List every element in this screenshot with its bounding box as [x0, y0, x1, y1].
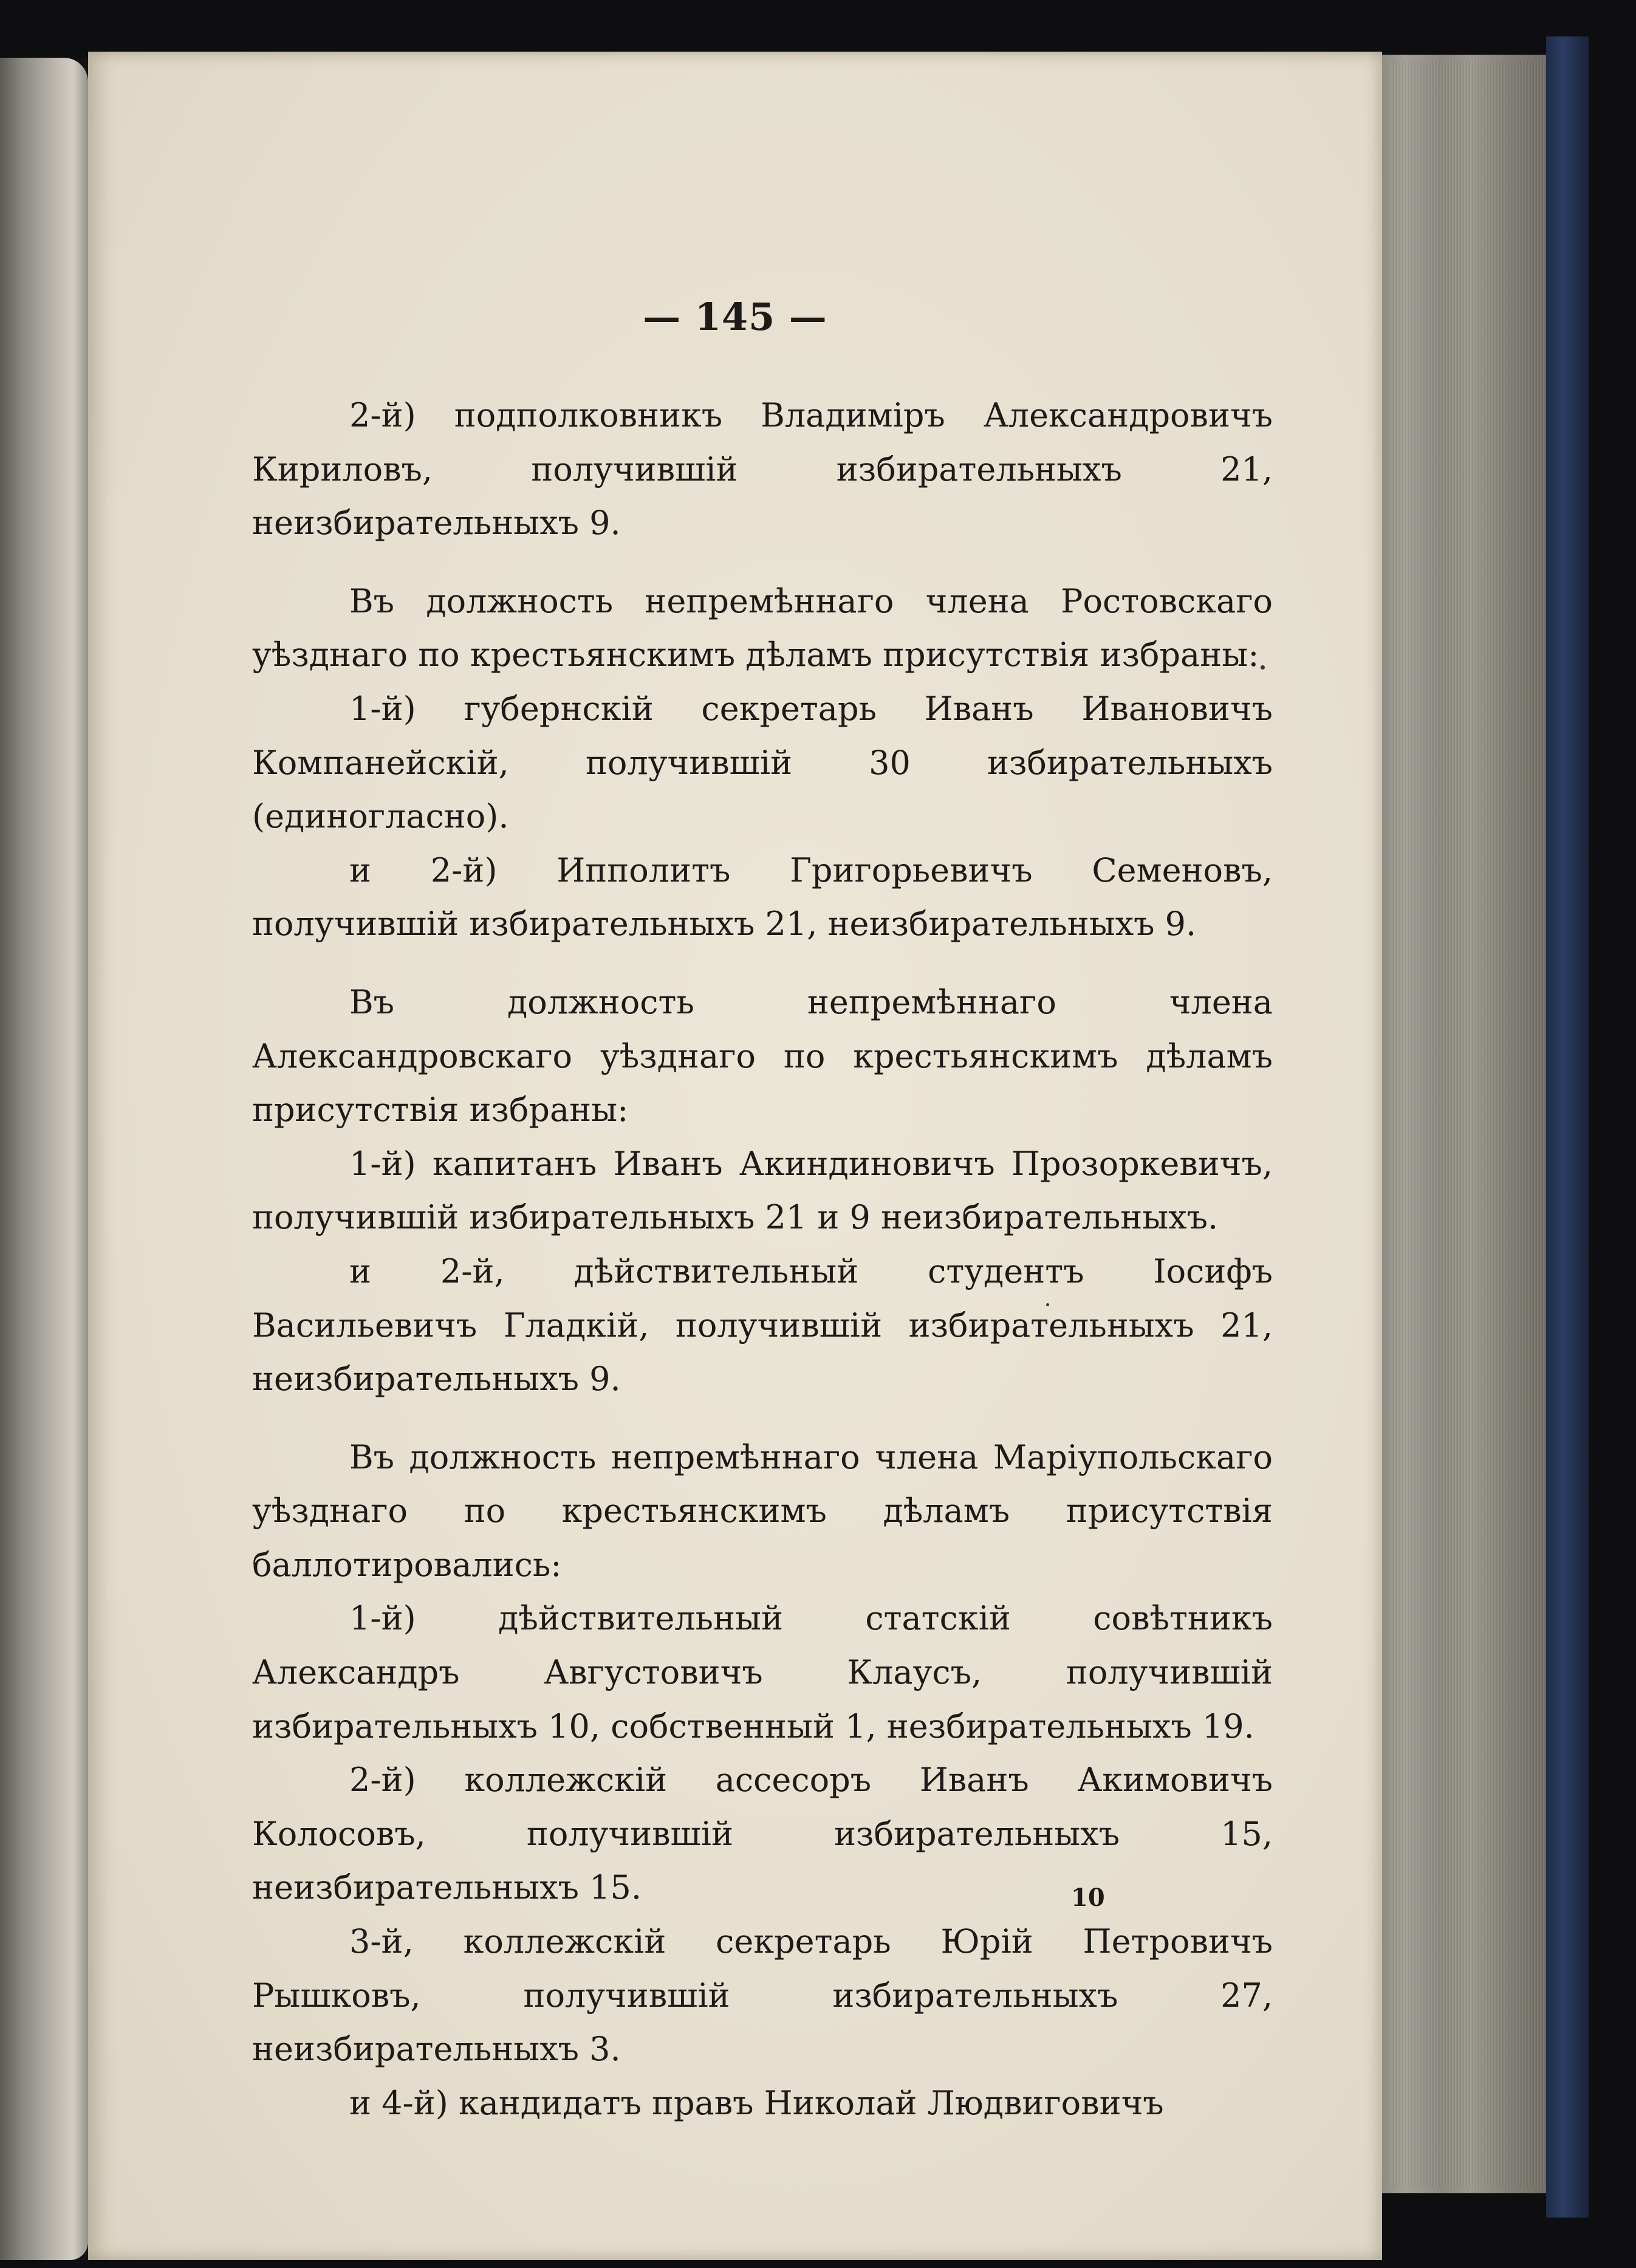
paragraph: 1-й) капитанъ Иванъ Акиндиновичъ Прозоркевичъ, получившій избирательныхъ 21 и 9 неизбирательныхъ. [252, 1144, 1273, 1237]
book-page [88, 52, 1382, 2260]
paragraph: 2-й) коллежскій ассесоръ Иванъ Акимовичъ Колосовъ, получившій избирательныхъ 15, неизбирательныхъ 15. [252, 1761, 1273, 1907]
paper-speck [1261, 665, 1265, 670]
printer-signature-mark: 10 [1071, 1883, 1105, 1912]
page-edge-lines [1391, 61, 1549, 2187]
page-number: — 145 — [643, 295, 827, 339]
paragraph: 1-й) губернскій секретарь Иванъ Ивановичъ Компанейскій, получившій 30 избирательныхъ (единогласно). [252, 689, 1273, 836]
paragraph: 2-й) подполковникъ Владиміръ Александровичъ Кириловъ, получившій избирательныхъ 21, неизбирательныхъ 9. [252, 396, 1273, 543]
paragraph: и 2-й) Ипполитъ Григорьевичъ Семеновъ, получившій избирательныхъ 21, неизбирательныхъ 9. [252, 851, 1273, 944]
paragraph: и 4-й) кандидатъ правъ Николай Людвиговичъ [349, 2083, 1164, 2122]
paragraph: 3-й, коллежскій секретарь Юрій Петровичъ Рышковъ, получившій избирательныхъ 27, неизбирательныхъ 3. [252, 1922, 1273, 2069]
paragraph: и 2-й, дѣйствительный студентъ Іосифъ Васильевичъ Гладкій, получившій избирательныхъ 21, неизбирательныхъ 9. [252, 1252, 1273, 1399]
paragraph: Въ должность непремѣннаго члена Александровскаго уѣзднаго по крестьянскимъ дѣламъ присутствія избраны: [252, 982, 1273, 1129]
page-body [252, 389, 1273, 2130]
paragraph: Въ должность непремѣннаго члена Маріупольскаго уѣзднаго по крестьянскимъ дѣламъ присутствія баллотировались: [252, 1437, 1273, 1584]
paragraph: 1-й) дѣйствительный статскій совѣтникъ Александръ Августовичъ Клаусъ, получившій избирательныхъ 10, собственный 1, незбирательныхъ 19. [252, 1599, 1273, 1746]
paragraph: Въ должность непремѣннаго члена Ростовскаго уѣзднаго по крестьянскимъ дѣламъ присутствія избраны: [252, 581, 1273, 674]
book-cover-edge [1546, 36, 1589, 2218]
paper-speck [1046, 1303, 1049, 1306]
